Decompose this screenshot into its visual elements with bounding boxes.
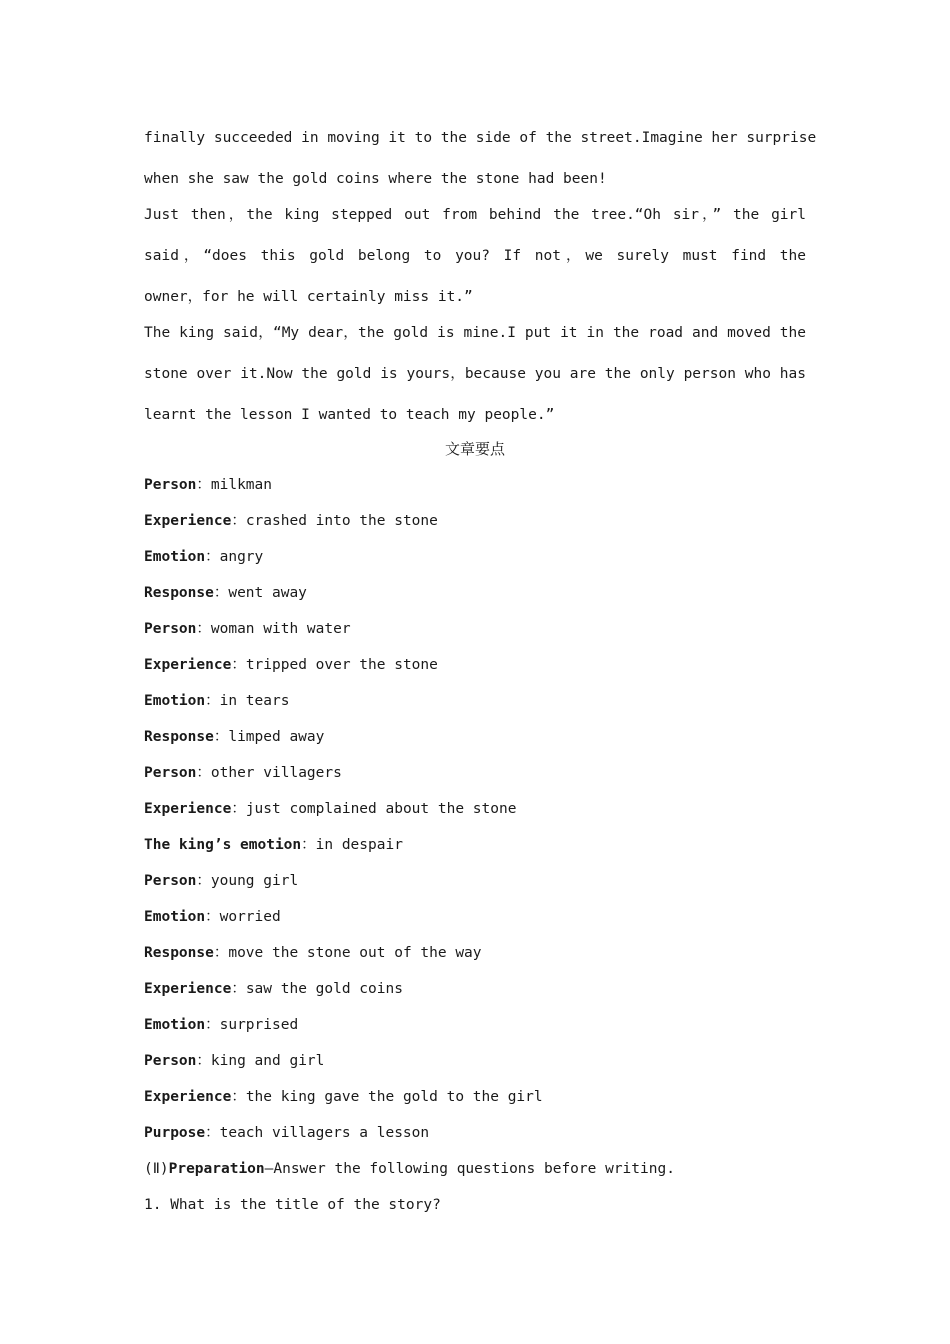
key-point-label: Experience <box>144 981 232 997</box>
key-point-value: young girl <box>210 873 299 889</box>
key-point-label: Emotion <box>144 549 206 565</box>
section-heading: 文章要点 <box>444 440 505 458</box>
preparation-label: Preparation <box>168 1161 265 1177</box>
text-line: owner，for he will certainly miss it.” <box>144 289 473 305</box>
key-point-value: the king gave the gold to the girl <box>245 1089 543 1105</box>
text-line: learnt the lesson I wanted to teach my people.” <box>144 407 555 423</box>
key-point: Person：milkman <box>144 477 272 493</box>
key-point-value: king and girl <box>210 1053 325 1069</box>
paragraph-1 <box>144 118 817 200</box>
key-point: Person：woman with water <box>144 621 351 637</box>
key-point-value: just complained about the stone <box>245 801 517 817</box>
text-line: finally succeeded in moving it to the side of the street.Imagine her surprise <box>144 130 817 146</box>
text-line: Just then，the king stepped out from behind the tree.“Oh sir，” the girl <box>144 207 806 223</box>
key-point: Experience：tripped over the stone <box>144 657 438 673</box>
key-point: Experience：the king gave the gold to the girl <box>144 1089 543 1105</box>
key-point-label: Person <box>144 1053 197 1069</box>
question-1: 1. What is the title of the story? <box>144 1197 441 1213</box>
key-point-value: surprised <box>219 1017 299 1033</box>
key-point: Experience：saw the gold coins <box>144 981 403 997</box>
document-page <box>144 118 817 1223</box>
key-point-label: Response <box>144 585 214 601</box>
key-point-label: Person <box>144 621 197 637</box>
key-point-value: other villagers <box>210 765 342 781</box>
key-point: Experience：just complained about the stone <box>144 801 517 817</box>
text-line: The king said，“My dear，the gold is mine.I put it in the road and moved the <box>144 325 806 341</box>
key-point-value: in despair <box>315 837 403 853</box>
key-point: Emotion：in tears <box>144 693 290 709</box>
key-point: Emotion：surprised <box>144 1017 299 1033</box>
key-points-list <box>144 467 806 1151</box>
key-point-label: The king’s emotion <box>144 837 302 853</box>
key-point: Response：move the stone out of the way <box>144 945 482 961</box>
key-point-value: limped away <box>228 729 325 745</box>
key-point-value: went away <box>228 585 307 601</box>
key-point-label: Person <box>144 477 197 493</box>
key-point: Experience：crashed into the stone <box>144 513 438 529</box>
text-line: when she saw the gold coins where the stone had been! <box>144 171 607 187</box>
key-point-label: Experience <box>144 657 232 673</box>
key-point-label: Experience <box>144 513 232 529</box>
key-point-label: Emotion <box>144 909 206 925</box>
key-point: The king’s emotion：in despair <box>144 837 403 853</box>
key-point-label: Emotion <box>144 1017 206 1033</box>
key-point-label: Experience <box>144 1089 232 1105</box>
key-point-label: Response <box>144 945 214 961</box>
key-point-label: Person <box>144 873 197 889</box>
paragraph-2 <box>144 195 806 318</box>
key-point-value: move the stone out of the way <box>228 945 482 961</box>
key-point: Emotion：angry <box>144 549 264 565</box>
key-point: Response：limped away <box>144 729 325 745</box>
key-point-value: crashed into the stone <box>245 513 438 529</box>
key-point: Response：went away <box>144 585 307 601</box>
key-point-label: Person <box>144 765 197 781</box>
key-point-value: milkman <box>210 477 272 493</box>
key-point-value: worried <box>219 909 281 925</box>
key-point: Person：young girl <box>144 873 299 889</box>
key-point: Person：other villagers <box>144 765 342 781</box>
paragraph-3 <box>144 313 806 436</box>
key-point-label: Purpose <box>144 1125 206 1141</box>
key-point-value: tripped over the stone <box>245 657 438 673</box>
key-point-value: woman with water <box>210 621 351 637</box>
key-point-label: Response <box>144 729 214 745</box>
text-line: said，“does this gold belong to you? If not，we surely must find the <box>144 248 806 264</box>
key-point: Person：king and girl <box>144 1053 325 1069</box>
text-line: stone over it.Now the gold is yours，because you are the only person who has <box>144 366 806 382</box>
key-point-value: teach villagers a lesson <box>219 1125 430 1141</box>
key-point-value: angry <box>219 549 264 565</box>
key-point: Emotion：worried <box>144 909 281 925</box>
key-point-value: in tears <box>219 693 290 709</box>
key-point-label: Experience <box>144 801 232 817</box>
key-point-value: saw the gold coins <box>245 981 403 997</box>
preparation-line: (Ⅱ)Preparation—Answer the following questions before writing. <box>144 1161 675 1177</box>
key-point: Purpose：teach villagers a lesson <box>144 1125 430 1141</box>
key-point-label: Emotion <box>144 693 206 709</box>
